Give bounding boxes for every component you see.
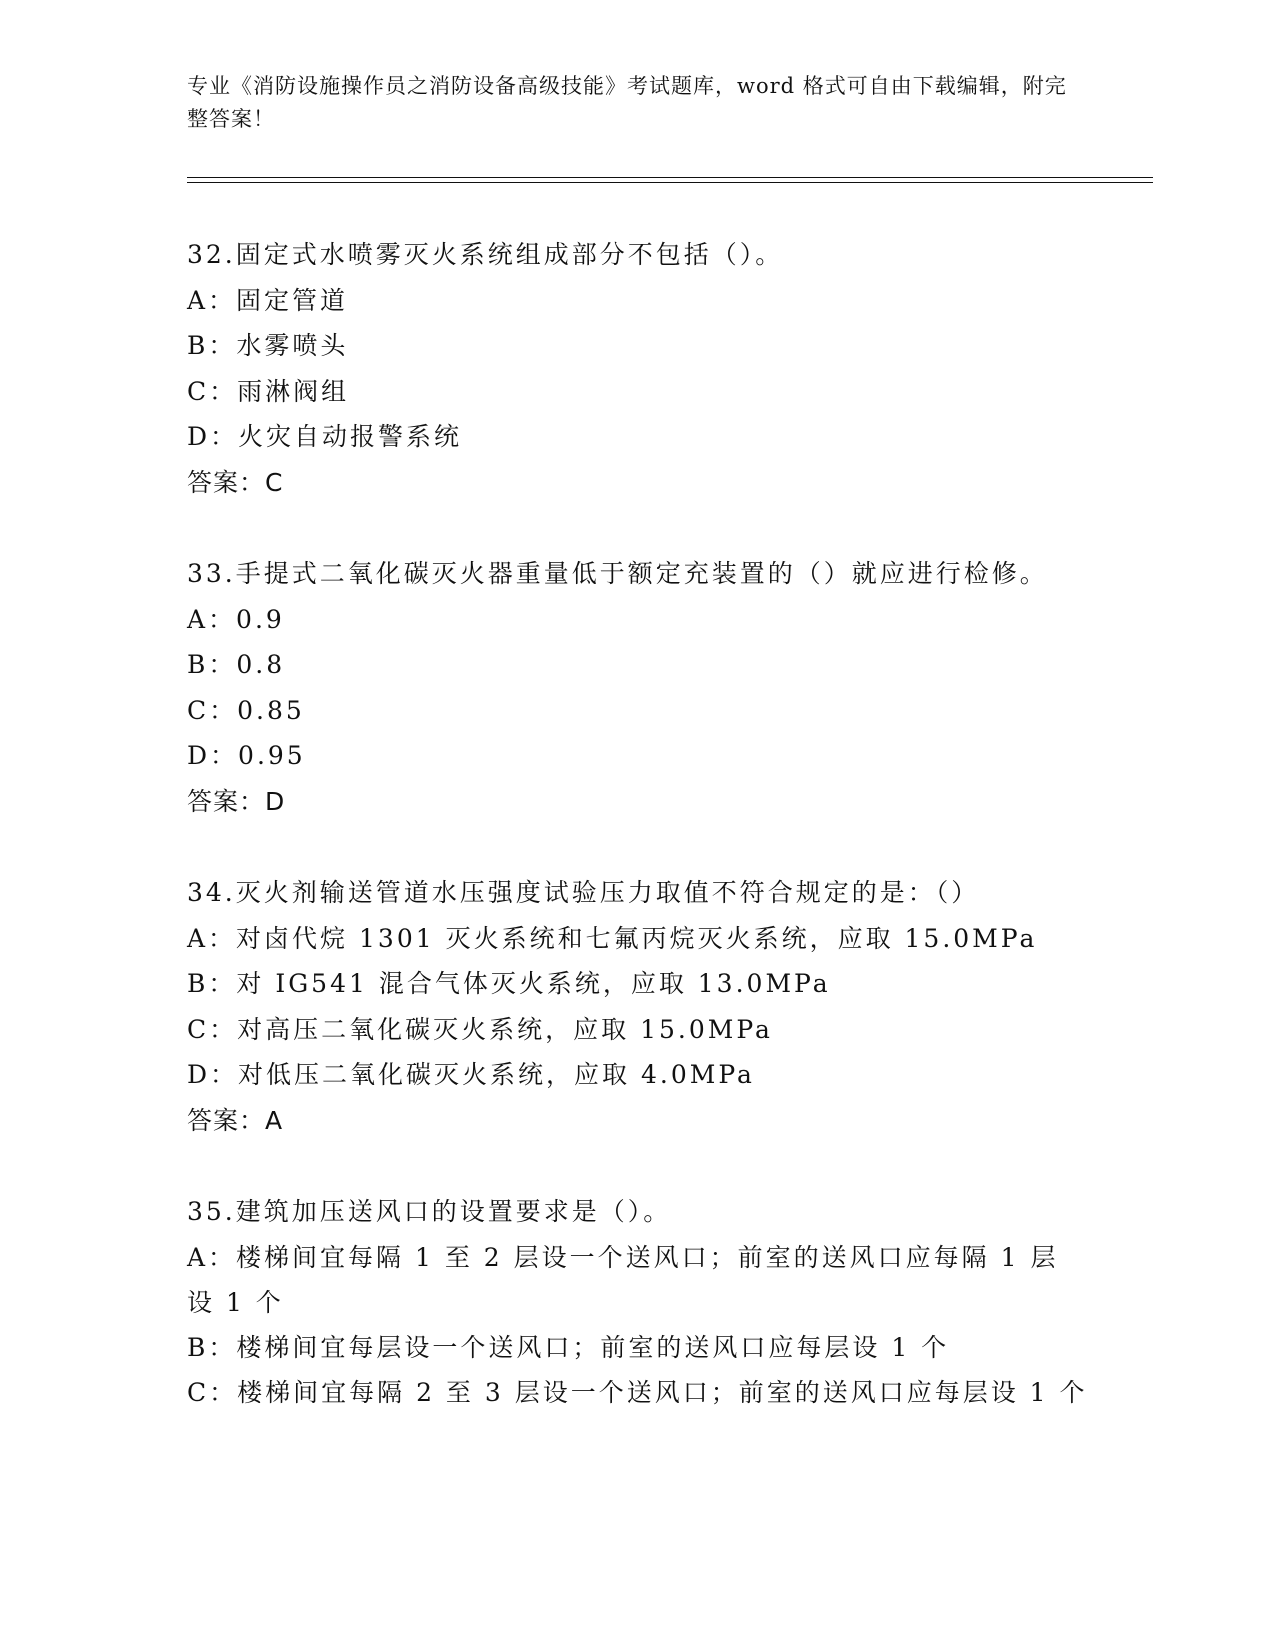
option-b: B：楼梯间宜每层设一个送风口；前室的送风口应每层设 1 个 (187, 1332, 950, 1362)
header-rule-bottom (187, 182, 1153, 183)
document-header: 专业《消防设施操作员之消防设备高级技能》考试题库，word 格式可自由下载编辑，附完整答案！ (187, 74, 1067, 131)
header-rule-top (187, 177, 1153, 178)
answer: 答案：C (187, 467, 284, 497)
option-d: D：0.95 (187, 741, 306, 770)
option-b: B：水雾喷头 (187, 331, 349, 360)
question-33 (187, 551, 1087, 824)
answer: 答案：D (187, 786, 286, 816)
option-b: B：对 IG541 混合气体灭火系统，应取 13.0MPa (187, 969, 831, 998)
question-stem: 34.灭火剂输送管道水压强度试验压力取值不符合规定的是：（） (187, 878, 980, 907)
option-b: B：0.8 (187, 650, 286, 679)
option-c: C：楼梯间宜每隔 2 至 3 层设一个送风口；前室的送风口应每层设 1 个 (187, 1378, 1088, 1407)
option-c: C：0.85 (187, 695, 305, 725)
option-c: C：雨淋阀组 (187, 376, 350, 406)
option-c: C：对高压二氧化碳灭火系统，应取 15.0MPa (187, 1014, 773, 1044)
option-a: A：楼梯间宜每隔 1 至 2 层设一个送风口；前室的送风口应每隔 1 层设 1 个 (187, 1242, 1059, 1317)
question-34 (187, 870, 1087, 1143)
question-32 (187, 232, 1087, 505)
answer: 答案：A (187, 1105, 284, 1135)
question-stem: 32.固定式水喷雾灭火系统组成部分不包括（）。 (187, 240, 784, 269)
option-a: A：固定管道 (187, 285, 349, 315)
option-d: D：火灾自动报警系统 (187, 422, 463, 451)
question-stem: 35.建筑加压送风口的设置要求是（）。 (187, 1197, 672, 1226)
question-35 (187, 1189, 1087, 1416)
option-d: D：对低压二氧化碳灭火系统，应取 4.0MPa (187, 1060, 755, 1089)
question-stem: 33.手提式二氧化碳灭火器重量低于额定充装置的（）就应进行检修。 (187, 559, 1048, 588)
option-a: A：0.9 (187, 604, 285, 634)
option-a: A：对卤代烷 1301 灭火系统和七氟丙烷灭火系统，应取 15.0MPa (187, 923, 1038, 953)
